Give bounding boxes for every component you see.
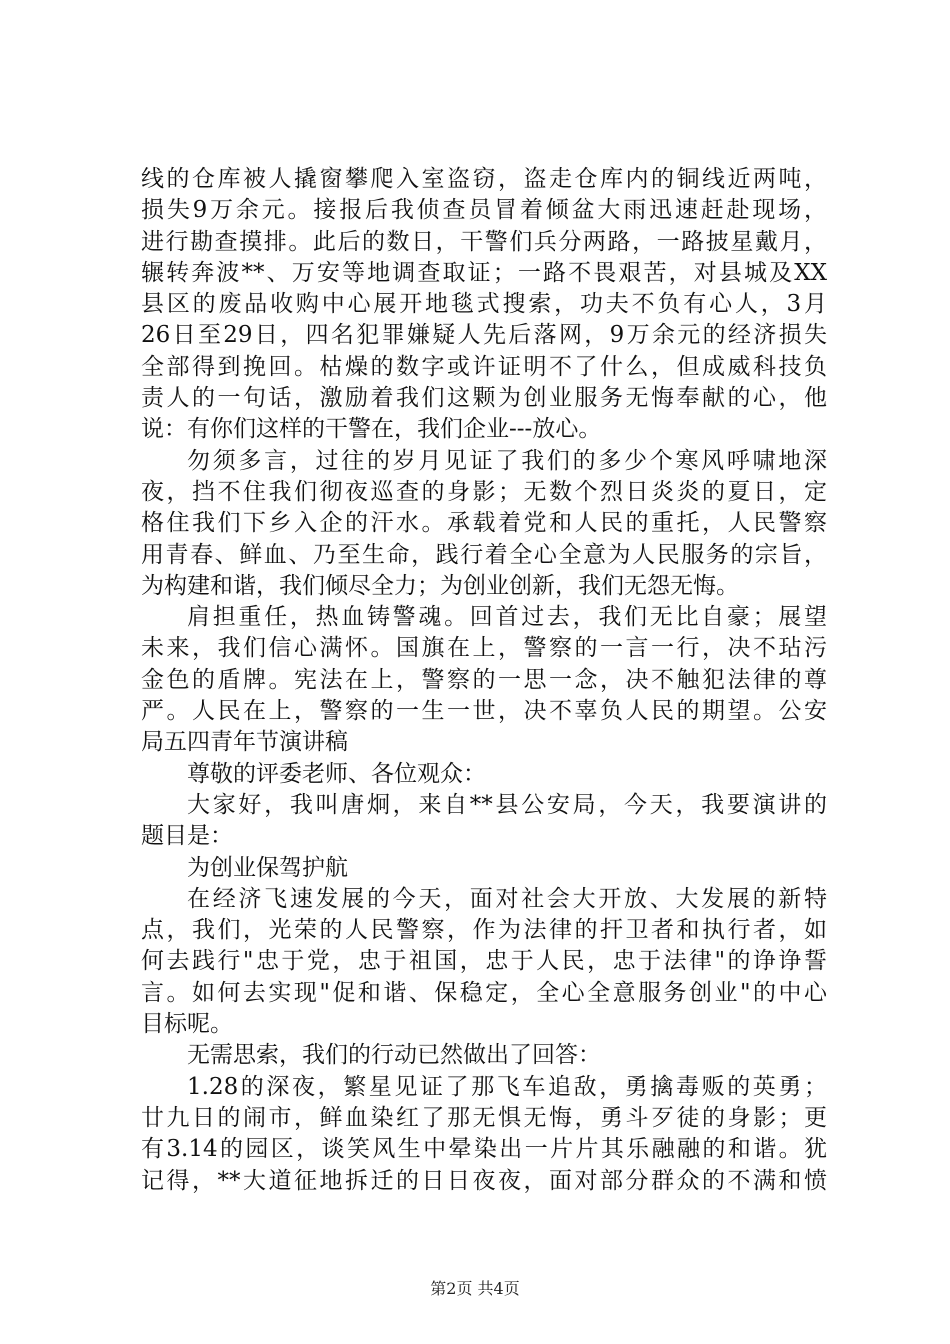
text-line: 辗转奔波**、万安等地调查取证；一路不畏艰苦，对县城及XX bbox=[141, 259, 827, 286]
text-line: 肩担重任，热血铸警魂。回首过去，我们无比自豪；展望 bbox=[187, 604, 827, 631]
text-line: 格住我们下乡入企的汗水。承载着党和人民的重托，人民警察 bbox=[141, 510, 827, 537]
text-line: 点，我们，光荣的人民警察，作为法律的扞卫者和执行者，如 bbox=[141, 917, 827, 944]
text-line: 尊敬的评委老师、各位观众： bbox=[187, 760, 486, 787]
page-footer bbox=[0, 1279, 950, 1299]
text-line: 为构建和谐，我们倾尽全力；为创业创新，我们无怨无悔。 bbox=[141, 572, 739, 599]
text-line: 勿须多言，过往的岁月见证了我们的多少个寒风呼啸地深 bbox=[187, 447, 827, 474]
text-line: 线的仓库被人撬窗攀爬入室盗窃，盗走仓库内的铜线近两吨， bbox=[141, 166, 827, 192]
text-line: 无需思索，我们的行动已然做出了回答： bbox=[187, 1042, 601, 1069]
text-line: 在经济飞速发展的今天，面对社会大开放、大发展的新特 bbox=[187, 885, 827, 912]
text-line: 目标呢。 bbox=[141, 1011, 233, 1038]
text-line: 有3.14的园区，谈笑风生中晕染出一片片其乐融融的和谐。犹 bbox=[141, 1136, 827, 1163]
text-line: 26日至29日，四名犯罪嫌疑人先后落网，9万余元的经济损失 bbox=[141, 322, 827, 349]
text-line: 全部得到挽回。枯燥的数字或许证明不了什么，但成威科技负 bbox=[141, 353, 827, 380]
text-line: 金色的盾牌。宪法在上，警察的一思一念，决不触犯法律的尊 bbox=[141, 666, 827, 693]
text-line: 损失9万余元。接报后我侦查员冒着倾盆大雨迅速赶赴现场， bbox=[141, 197, 827, 224]
text-line: 何去践行"忠于党，忠于祖国，忠于人民，忠于法律"的诤诤誓 bbox=[141, 948, 827, 975]
text-line: 用青春、鲜血、乃至生命，践行着全心全意为人民服务的宗旨， bbox=[141, 541, 827, 568]
document-body bbox=[141, 164, 827, 1197]
page-number-label: 第2页 共4页 bbox=[430, 1279, 520, 1298]
text-line: 大家好，我叫唐炯，来自**县公安局，今天，我要演讲的 bbox=[187, 791, 827, 818]
text-line: 严。人民在上，警察的一生一世，决不辜负人民的期望。公安 bbox=[141, 698, 827, 725]
text-line: 题目是： bbox=[141, 823, 233, 850]
text-line: 1.28的深夜，繁星见证了那飞车追敌，勇擒毒贩的英勇； bbox=[187, 1073, 827, 1100]
text-line: 责人的一句话，激励着我们这颗为创业服务无悔奉献的心，他 bbox=[141, 385, 827, 412]
text-line: 说：有你们这样的干警在，我们企业---放心。 bbox=[141, 416, 602, 443]
text-line: 夜，挡不住我们彻夜巡查的身影；无数个烈日炎炎的夏日，定 bbox=[141, 478, 827, 505]
text-line: 进行勘查摸排。此后的数日，干警们兵分两路，一路披星戴月， bbox=[141, 228, 827, 255]
text-line: 未来，我们信心满怀。国旗在上，警察的一言一行，决不玷污 bbox=[141, 635, 827, 662]
text-line: 廿九日的闹市，鲜血染红了那无惧无悔，勇斗歹徒的身影；更 bbox=[141, 1104, 827, 1131]
text-line: 县区的废品收购中心展开地毯式搜索，功夫不负有心人，3月 bbox=[141, 291, 827, 318]
text-line: 记得，**大道征地拆迁的日日夜夜，面对部分群众的不满和愤 bbox=[141, 1167, 827, 1194]
text-line: 言。如何去实现"促和谐、保稳定，全心全意服务创业"的中心 bbox=[141, 979, 827, 1006]
text-line: 为创业保驾护航 bbox=[187, 854, 348, 881]
text-line: 局五四青年节演讲稿 bbox=[141, 729, 348, 756]
